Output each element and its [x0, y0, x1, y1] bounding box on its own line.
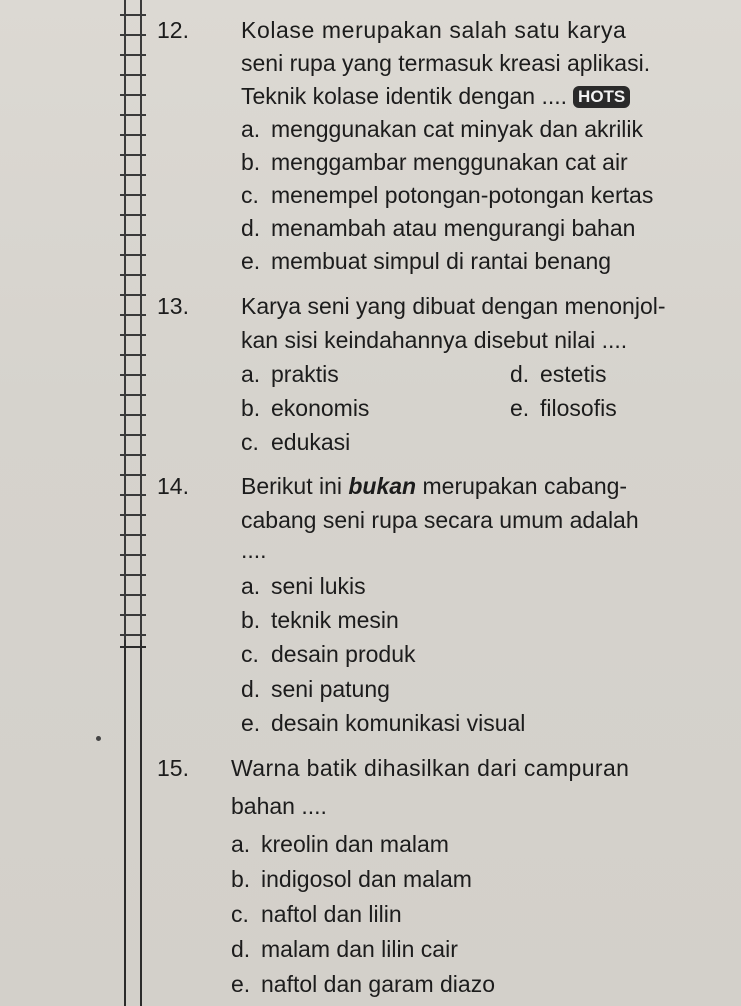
frame-line-right	[140, 640, 142, 1006]
border-tick	[120, 94, 146, 96]
border-tick	[120, 594, 146, 596]
border-tick	[120, 214, 146, 216]
option-text: menggunakan cat minyak dan akrilik	[271, 116, 644, 142]
option-e[interactable]	[510, 392, 617, 424]
frame-line-top	[120, 646, 146, 648]
border-tick	[120, 194, 146, 196]
option-label: e.	[231, 971, 251, 997]
question-text-emphasis: bukan	[348, 473, 417, 499]
dot-mark	[96, 736, 101, 741]
option-text: edukasi	[271, 429, 351, 455]
question-text-line: Karya seni yang dibuat dengan menonjol-	[241, 293, 666, 319]
question-text-line: ....	[241, 537, 267, 563]
question-text-line	[241, 470, 627, 502]
border-tick	[120, 554, 146, 556]
border-tick	[120, 394, 146, 396]
option-text: seni lukis	[271, 573, 366, 599]
option-a[interactable]	[241, 113, 643, 145]
option-text: kreolin dan malam	[261, 831, 449, 857]
question-text-line: kan sisi keindahannya disebut nilai ....	[241, 327, 628, 353]
option-label: b.	[241, 395, 261, 421]
option-text: seni patung	[271, 676, 390, 702]
option-label: e.	[510, 395, 530, 421]
question-text-line-with-badge	[241, 80, 630, 112]
question-text-pre: Berikut ini	[241, 473, 349, 499]
option-text: naftol dan garam diazo	[261, 971, 495, 997]
border-tick	[120, 414, 146, 416]
option-text: naftol dan lilin	[261, 901, 402, 927]
option-text: menempel potongan-potongan kertas	[271, 182, 654, 208]
option-label: a.	[241, 573, 261, 599]
option-text: menggambar menggunakan cat air	[271, 149, 628, 175]
border-tick	[120, 254, 146, 256]
option-b[interactable]	[241, 604, 399, 636]
option-text: desain produk	[271, 641, 416, 667]
option-d[interactable]	[510, 358, 606, 390]
option-text: malam dan lilin cair	[261, 936, 458, 962]
option-label: c.	[241, 429, 259, 455]
option-text: desain komunikasi visual	[271, 710, 526, 736]
option-text: ekonomis	[271, 395, 370, 421]
border-tick	[120, 474, 146, 476]
question-number: 15.	[157, 755, 189, 781]
option-c[interactable]	[241, 426, 350, 458]
border-tick	[120, 534, 146, 536]
hots-badge: HOTS	[573, 86, 630, 108]
option-label: b.	[241, 149, 261, 175]
option-label: b.	[231, 866, 251, 892]
border-tick	[120, 454, 146, 456]
option-text: praktis	[271, 361, 339, 387]
option-d[interactable]	[241, 212, 635, 244]
border-tick	[120, 434, 146, 436]
border-tick	[120, 174, 146, 176]
option-label: e.	[241, 248, 261, 274]
option-d[interactable]	[241, 673, 390, 705]
option-label: e.	[241, 710, 261, 736]
option-c[interactable]	[231, 898, 402, 930]
dotted-border-strip	[120, 0, 146, 640]
option-label: d.	[231, 936, 251, 962]
option-e[interactable]	[241, 707, 525, 739]
question-text-line: Warna batik dihasilkan dari campuran	[231, 755, 630, 781]
question-text-line: Kolase merupakan salah satu karya	[241, 17, 627, 43]
border-tick	[120, 634, 146, 636]
border-tick	[120, 574, 146, 576]
border-tick	[120, 34, 146, 36]
question-text-line: bahan ....	[231, 793, 327, 819]
border-tick	[120, 134, 146, 136]
option-label: a.	[231, 831, 251, 857]
option-label: c.	[241, 641, 259, 667]
question-text-line: seni rupa yang termasuk kreasi aplikasi.	[241, 50, 651, 76]
border-tick	[120, 494, 146, 496]
question-text-post: merupakan cabang-	[416, 473, 628, 499]
option-label: d.	[510, 361, 530, 387]
option-a[interactable]	[241, 570, 366, 602]
option-c[interactable]	[241, 638, 416, 670]
option-b[interactable]	[241, 392, 369, 424]
option-text: teknik mesin	[271, 607, 399, 633]
border-tick	[120, 234, 146, 236]
option-label: c.	[241, 182, 259, 208]
border-tick	[120, 14, 146, 16]
option-label: d.	[241, 215, 261, 241]
border-tick	[120, 274, 146, 276]
option-label: b.	[241, 607, 261, 633]
option-label: a.	[241, 116, 261, 142]
option-text: estetis	[540, 361, 607, 387]
option-c[interactable]	[241, 179, 653, 211]
border-tick	[120, 114, 146, 116]
option-label: c.	[231, 901, 249, 927]
border-tick	[120, 154, 146, 156]
option-text: membuat simpul di rantai benang	[271, 248, 612, 274]
option-b[interactable]	[231, 863, 472, 895]
option-e[interactable]	[231, 968, 495, 1000]
option-text: indigosol dan malam	[261, 866, 472, 892]
option-e[interactable]	[241, 245, 611, 277]
border-tick	[120, 334, 146, 336]
border-tick	[120, 314, 146, 316]
question-number: 13.	[157, 293, 189, 319]
border-tick	[120, 614, 146, 616]
option-text: menambah atau mengurangi bahan	[271, 215, 636, 241]
border-tick	[120, 54, 146, 56]
option-b[interactable]	[241, 146, 628, 178]
option-a[interactable]	[241, 358, 339, 390]
option-a[interactable]	[231, 828, 449, 860]
frame-line-left	[124, 640, 126, 1006]
border-tick	[120, 514, 146, 516]
question-number: 12.	[157, 17, 189, 43]
option-text: filosofis	[540, 395, 617, 421]
question-text-line: cabang seni rupa secara umum adalah	[241, 507, 639, 533]
border-tick	[120, 74, 146, 76]
option-d[interactable]	[231, 933, 458, 965]
question-number: 14.	[157, 473, 189, 499]
border-tick	[120, 354, 146, 356]
question-text: Teknik kolase identik dengan ....	[241, 83, 568, 109]
option-label: a.	[241, 361, 261, 387]
border-tick	[120, 294, 146, 296]
option-label: d.	[241, 676, 261, 702]
border-tick	[120, 374, 146, 376]
